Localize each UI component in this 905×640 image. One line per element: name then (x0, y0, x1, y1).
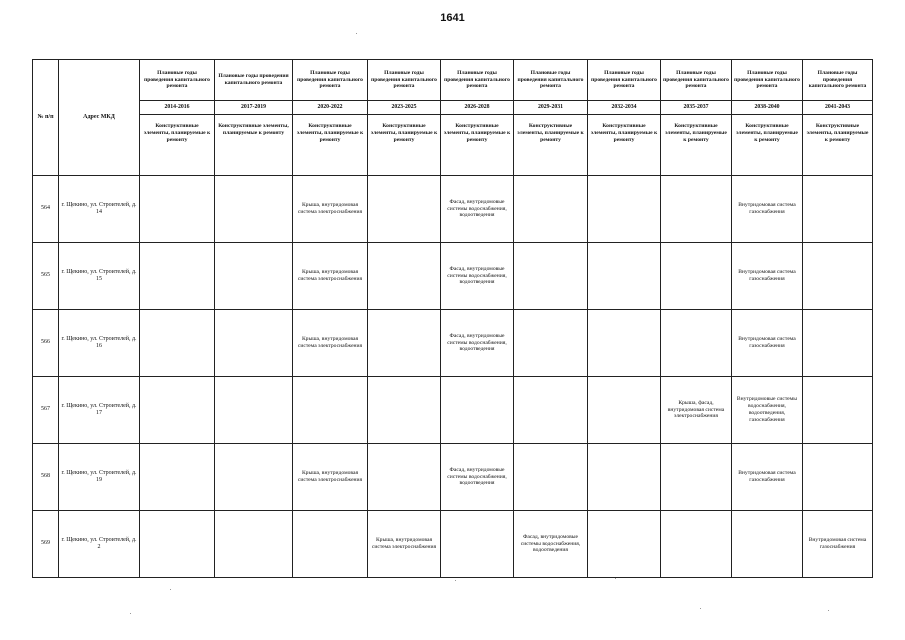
repair-elements-cell (732, 511, 803, 578)
repair-elements-cell: Фасад, внутридомовые системы водоснабжения, водоотведения (441, 444, 514, 511)
repair-elements-cell (803, 444, 873, 511)
repair-elements-cell (215, 243, 293, 310)
repair-elements-cell (368, 176, 441, 243)
repair-elements-cell (588, 310, 661, 377)
repair-elements-cell (514, 176, 588, 243)
scan-speck (356, 33, 357, 34)
address-cell: г. Щекино, ул. Строителей, д. 2 (59, 511, 140, 578)
year-range-header: 2032-2034 (588, 101, 661, 115)
repair-elements-cell (215, 377, 293, 444)
address-column-header: Адрес МКД (59, 60, 140, 176)
period-header: Плановые годы проведения капитального ремонта (514, 60, 588, 101)
table-body (33, 176, 873, 578)
row-number-cell: 565 (33, 243, 59, 310)
row-number-cell: 569 (33, 511, 59, 578)
repair-elements-cell (588, 444, 661, 511)
repair-elements-cell (803, 243, 873, 310)
repair-elements-cell (140, 243, 215, 310)
period-header: Плановые годы проведения капитального ремонта (293, 60, 368, 101)
repair-elements-cell (588, 176, 661, 243)
repair-elements-cell (661, 444, 732, 511)
year-range-header: 2038-2040 (732, 101, 803, 115)
address-cell: г. Щекино, ул. Строителей, д. 17 (59, 377, 140, 444)
elements-header: Конструктивные элементы, планируемые к ремонту (661, 115, 732, 176)
period-header: Плановые годы проведения капитального ремонта (140, 60, 215, 101)
repair-elements-cell (140, 444, 215, 511)
repair-elements-cell (661, 511, 732, 578)
row-number-cell: 568 (33, 444, 59, 511)
period-header: Плановые годы проведения капитального ремонта (368, 60, 441, 101)
elements-header: Конструктивные элементы, планируемые к ремонту (514, 115, 588, 176)
period-header: Плановые годы проведения капитального ремонта (803, 60, 873, 101)
capital-repair-table (32, 59, 873, 578)
repair-elements-cell (441, 377, 514, 444)
repair-elements-cell (514, 310, 588, 377)
elements-header: Конструктивные элементы, планируемые к ремонту (441, 115, 514, 176)
scan-speck (455, 580, 456, 581)
year-range-header: 2020-2022 (293, 101, 368, 115)
elements-header: Конструктивные элементы, планируемые к ремонту (732, 115, 803, 176)
scan-speck (615, 578, 616, 579)
address-cell: г. Щекино, ул. Строителей, д. 19 (59, 444, 140, 511)
repair-elements-cell (588, 511, 661, 578)
repair-elements-cell (514, 377, 588, 444)
header-row-periods (33, 60, 873, 101)
repair-elements-cell (588, 377, 661, 444)
period-header: Плановые годы проведения капитального ремонта (441, 60, 514, 101)
header-row-years (33, 101, 873, 115)
elements-header: Конструктивные элементы, планируемые к ремонту (803, 115, 873, 176)
header-row-elements (33, 115, 873, 176)
repair-elements-cell (368, 310, 441, 377)
repair-elements-cell (514, 243, 588, 310)
row-number-cell: 564 (33, 176, 59, 243)
table-row (33, 310, 873, 377)
address-cell: г. Щекино, ул. Строителей, д. 15 (59, 243, 140, 310)
period-header: Плановые годы проведения капитального ремонта (732, 60, 803, 101)
repair-elements-cell (215, 511, 293, 578)
scan-speck (130, 613, 131, 614)
repair-elements-cell: Внутридомовая система газоснабжения (803, 511, 873, 578)
page-number: 1641 (440, 12, 465, 24)
repair-elements-cell: Внутридомовая система газоснабжения (732, 444, 803, 511)
table-row (33, 444, 873, 511)
repair-elements-cell: Крыша, внутридомовая система электроснабжения (368, 511, 441, 578)
repair-elements-cell (661, 176, 732, 243)
repair-elements-cell: Фасад, внутридомовые системы водоснабжения, водоотведения (514, 511, 588, 578)
year-range-header: 2017-2019 (215, 101, 293, 115)
elements-header: Конструктивные элементы, планируемые к ремонту (368, 115, 441, 176)
scan-speck (700, 608, 701, 609)
repair-elements-cell: Крыша, внутридомовая система электроснабжения (293, 243, 368, 310)
repair-elements-cell (803, 176, 873, 243)
elements-header: Конструктивные элементы, планируемые к ремонту (140, 115, 215, 176)
address-cell: г. Щекино, ул. Строителей, д. 16 (59, 310, 140, 377)
period-header: Плановые годы проведения капитального ремонта (661, 60, 732, 101)
year-range-header: 2041-2043 (803, 101, 873, 115)
repair-elements-cell (140, 377, 215, 444)
year-range-header: 2029-2031 (514, 101, 588, 115)
repair-elements-cell (293, 377, 368, 444)
period-header: Плановые годы проведения капитального ремонта (588, 60, 661, 101)
num-column-header: № п/п (33, 60, 59, 176)
repair-elements-cell: Крыша, фасад, внутридомовая система электроснабжения (661, 377, 732, 444)
repair-elements-cell (588, 243, 661, 310)
repair-elements-cell (514, 444, 588, 511)
table-row (33, 511, 873, 578)
repair-elements-cell: Внутридомовая система газоснабжения (732, 310, 803, 377)
repair-elements-cell (140, 176, 215, 243)
year-range-header: 2035-2037 (661, 101, 732, 115)
repair-elements-cell (140, 511, 215, 578)
scan-speck (828, 610, 829, 611)
address-cell: г. Щекино, ул. Строителей, д. 14 (59, 176, 140, 243)
row-number-cell: 566 (33, 310, 59, 377)
repair-elements-cell: Внутридомовая система газоснабжения (732, 176, 803, 243)
repair-elements-cell: Фасад, внутридомовые системы водоснабжения, водоотведения (441, 176, 514, 243)
repair-elements-cell (215, 310, 293, 377)
repair-elements-cell (803, 377, 873, 444)
year-range-header: 2014-2016 (140, 101, 215, 115)
repair-elements-cell: Внутридомовая система газоснабжения (732, 243, 803, 310)
repair-elements-cell (661, 310, 732, 377)
repair-elements-cell: Внутридомовые системы водоснабжения, водоотведения, газоснабжения (732, 377, 803, 444)
repair-elements-cell: Фасад, внутридомовые системы водоснабжения, водоотведения (441, 310, 514, 377)
repair-elements-cell (368, 377, 441, 444)
repair-elements-cell (661, 243, 732, 310)
elements-header: Конструктивные элементы, планируемые к ремонту (293, 115, 368, 176)
repair-elements-cell (215, 176, 293, 243)
repair-elements-cell (441, 511, 514, 578)
year-range-header: 2026-2028 (441, 101, 514, 115)
table-row (33, 243, 873, 310)
period-header: Плановые годы проведения капитального ремонта (215, 60, 293, 101)
repair-elements-cell (368, 243, 441, 310)
year-range-header: 2023-2025 (368, 101, 441, 115)
scan-speck (170, 589, 171, 590)
repair-elements-cell (140, 310, 215, 377)
repair-elements-cell: Крыша, внутридомовая система электроснабжения (293, 310, 368, 377)
repair-elements-cell (215, 444, 293, 511)
table-row (33, 176, 873, 243)
repair-elements-cell (803, 310, 873, 377)
elements-header: Конструктивные элементы, планируемые к ремонту (588, 115, 661, 176)
table-row (33, 377, 873, 444)
repair-elements-cell: Крыша, внутридомовая система электроснабжения (293, 444, 368, 511)
repair-elements-cell: Крыша, внутридомовая система электроснабжения (293, 176, 368, 243)
elements-header: Конструктивные элементы, планируемые к ремонту (215, 115, 293, 176)
repair-elements-cell (368, 444, 441, 511)
row-number-cell: 567 (33, 377, 59, 444)
repair-elements-cell: Фасад, внутридомовые системы водоснабжения, водоотведения (441, 243, 514, 310)
repair-elements-cell (293, 511, 368, 578)
